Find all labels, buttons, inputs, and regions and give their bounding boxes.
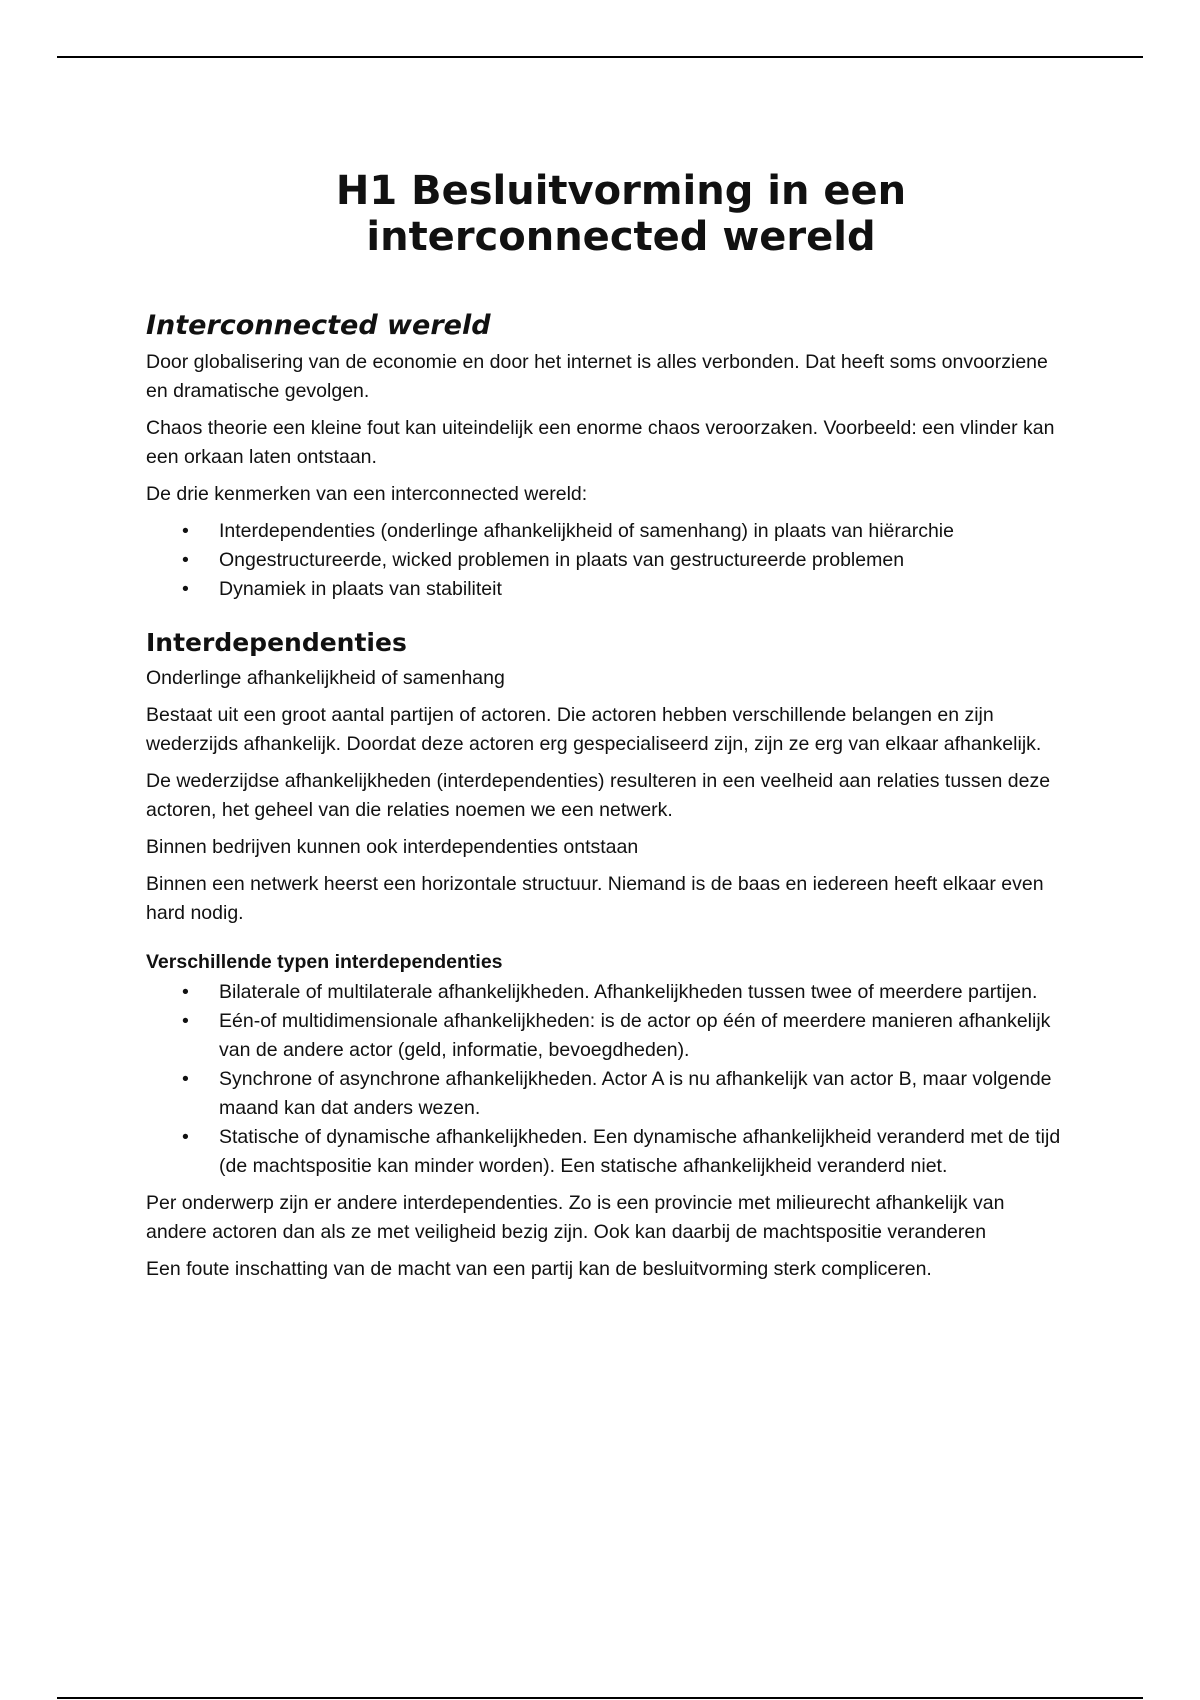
page-bottom-rule [57, 1697, 1143, 1699]
page-title-line-1: H1 Besluitvorming in een [335, 168, 907, 214]
subheading-typen-interdependenties: Verschillende typen interdependenties [146, 951, 503, 973]
list-item-text: Bilaterale of multilaterale afhankelijkheden. Afhankelijkheden tussen twee of meerdere partijen. [219, 981, 1038, 1003]
page-title [146, 168, 1066, 260]
list-item [146, 978, 1066, 1007]
paragraph: Onderlinge afhankelijkheid of samenhang [146, 667, 505, 689]
paragraph: Binnen bedrijven kunnen ook interdependenties ontstaan [146, 836, 639, 858]
bullet-icon: • [182, 549, 189, 571]
paragraph: Bestaat uit een groot aantal partijen of actoren. Die actoren hebben verschillende belangen en zijn wederzijds afhankelijk. Doordat deze actoren erg gespecialiseerd zijn, zijn ze erg van elkaar afhankelijk. [146, 704, 1042, 755]
bullet-icon: • [182, 578, 189, 600]
list-item [146, 1065, 1066, 1123]
list-item-text: Statische of dynamische afhankelijkheden. Een dynamische afhankelijkheid veranderd met de tijd (de machtspositie kan minder worden). Een statische afhankelijkheid veranderd niet. [219, 1126, 1061, 1177]
list-item [146, 546, 1066, 575]
list-item [146, 1007, 1066, 1065]
section-heading-interdependenties: Interdependenties [146, 628, 407, 657]
bullet-icon: • [182, 520, 189, 542]
list-item-text: Ongestructureerde, wicked problemen in plaats van gestructureerde problemen [219, 549, 905, 571]
list-item-text: Dynamiek in plaats van stabiliteit [219, 578, 502, 600]
bullet-icon: • [182, 1126, 189, 1148]
paragraph: Per onderwerp zijn er andere interdependenties. Zo is een provincie met milieurecht afhankelijk van andere actoren dan als ze met veiligheid bezig zijn. Ook kan daarbij de machtspositie veranderen [146, 1192, 1005, 1243]
page-top-rule [57, 56, 1143, 58]
bullet-list-typen [146, 978, 1066, 1181]
bullet-icon: • [182, 1010, 189, 1032]
list-item [146, 575, 1066, 604]
paragraph: Chaos theorie een kleine fout kan uiteindelijk een enorme chaos veroorzaken. Voorbeeld: een vlinder kan een orkaan laten ontstaan. [146, 417, 1055, 468]
list-item [146, 517, 1066, 546]
page-title-line-2: interconnected wereld [366, 214, 876, 260]
bullet-list-kenmerken [146, 517, 1066, 604]
paragraph: Binnen een netwerk heerst een horizontale structuur. Niemand is de baas en iedereen heeft elkaar even hard nodig. [146, 873, 1044, 924]
paragraph: De wederzijdse afhankelijkheden (interdependenties) resulteren in een veelheid aan relaties tussen deze actoren, het geheel van die relaties noemen we een netwerk. [146, 770, 1051, 821]
list-item-text: Synchrone of asynchrone afhankelijkheden. Actor A is nu afhankelijk van actor B, maar volgende maand kan dat anders wezen. [219, 1068, 1052, 1119]
paragraph: Een foute inschatting van de macht van een partij kan de besluitvorming sterk compliceren. [146, 1258, 932, 1280]
bullet-icon: • [182, 981, 189, 1003]
list-item-text: Interdependenties (onderlinge afhankelijkheid of samenhang) in plaats van hiërarchie [219, 520, 954, 542]
section-heading-interconnected-wereld: Interconnected wereld [146, 310, 491, 341]
list-item-text: Eén-of multidimensionale afhankelijkheden: is de actor op één of meerdere manieren afhankelijk van de andere actor (geld, informatie, bevoegdheden). [219, 1010, 1051, 1061]
list-item [146, 1123, 1066, 1181]
bullet-icon: • [182, 1068, 189, 1090]
document-body [146, 168, 1066, 1292]
paragraph: Door globalisering van de economie en door het internet is alles verbonden. Dat heeft soms onvoorziene en dramatische gevolgen. [146, 351, 1048, 402]
paragraph: De drie kenmerken van een interconnected wereld: [146, 483, 588, 505]
